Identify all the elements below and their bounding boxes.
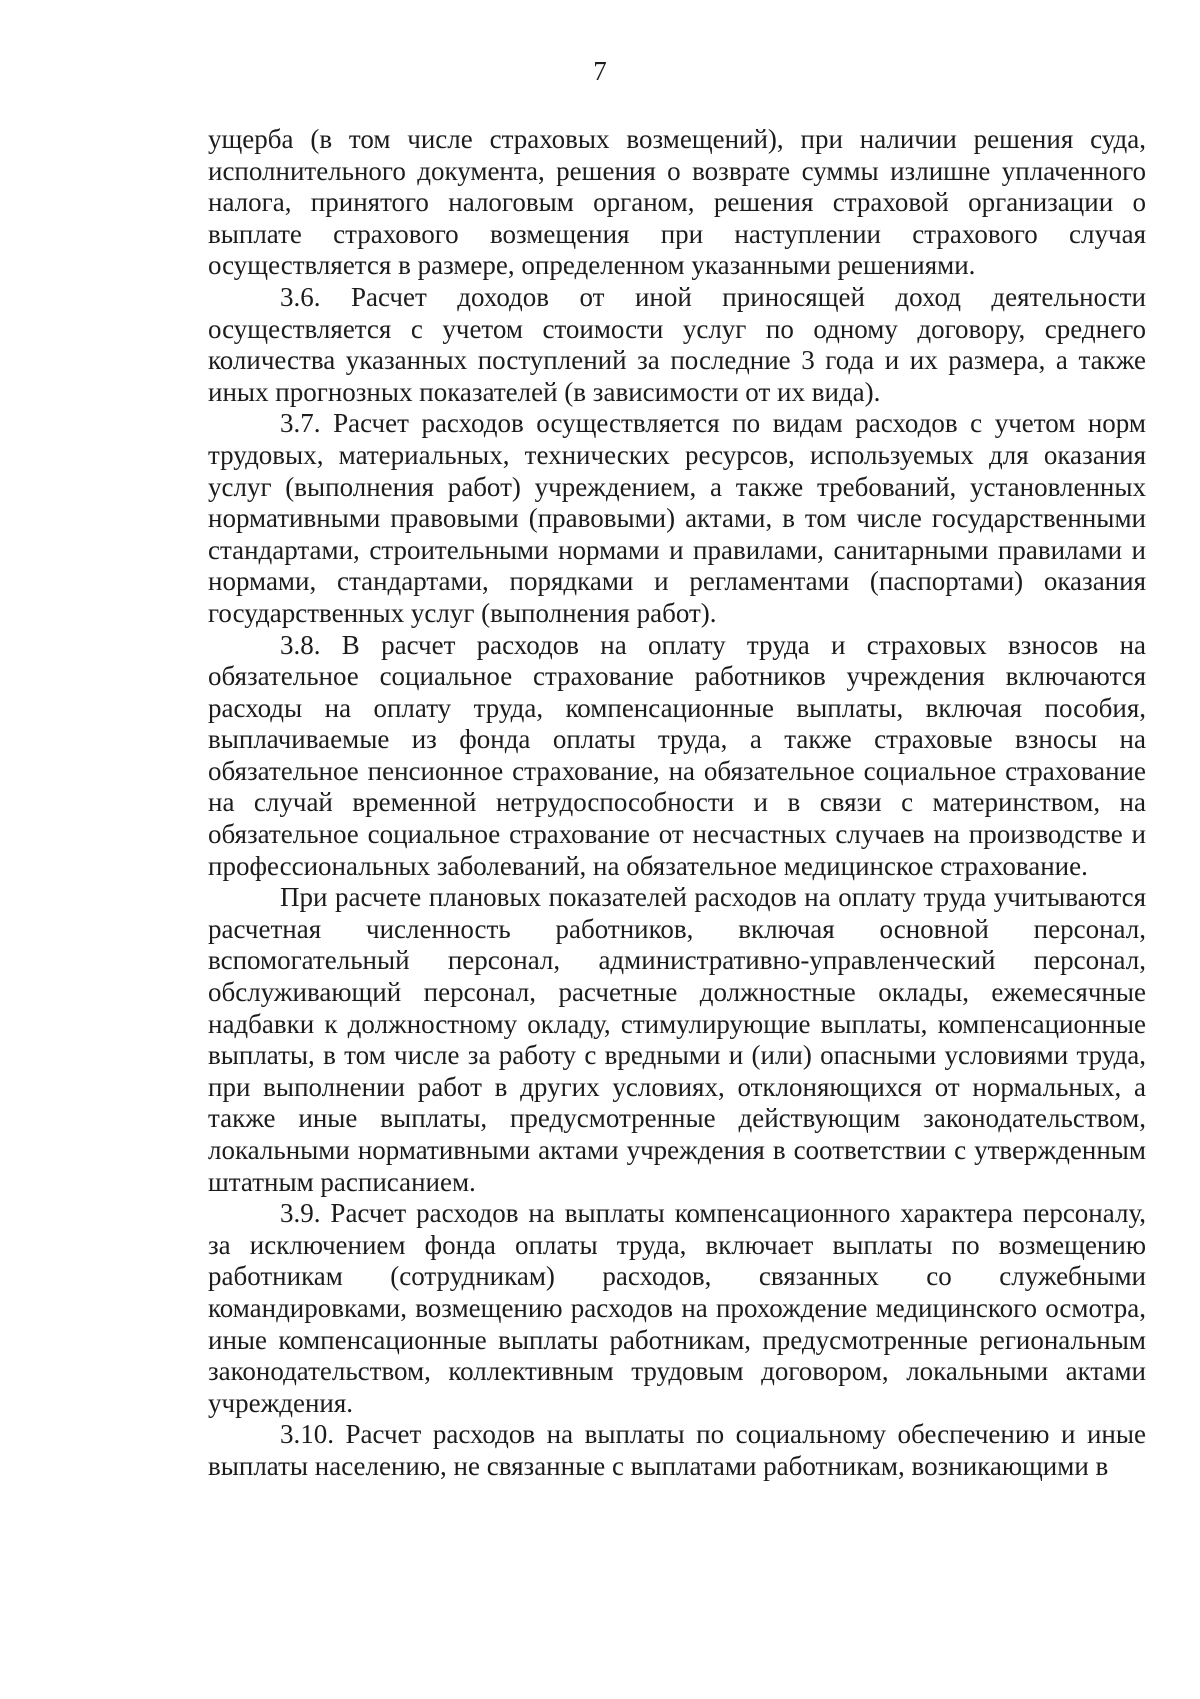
paragraph-3-8: 3.8. В расчет расходов на оплату труда и страховых взносов на обязательное социальное страхование работников учреждения включаются расходы на оплату труда, компенсационные выплаты, включая пособия, выплачиваемые из фонда оплаты труда, а также страховые взносы на обязательное пенсионное страхование, на обязательное социальное страхование на случай временной нетрудоспособности и в связи с материнством, на обязательное социальное страхование от несчастных случаев на производстве и профессиональных заболеваний, на обязательное медицинское страхование. <box>208 629 1146 881</box>
paragraph-continuation: ущерба (в том числе страховых возмещений), при наличии решения суда, исполнительного документа, решения о возврате суммы излишне уплаченного налога, принятого налоговым органом, решения страховой организации о выплате страхового возмещения при наступлении страхового случая осуществляется в размере, определенном указанными решениями. <box>208 124 1146 281</box>
paragraph-3-8-planning: При расчете плановых показателей расходов на оплату труда учитываются расчетная численность работников, включая основной персонал, вспомогательный персонал, административно-управленческий персонал, обслуживающий персонал, расчетные должностные оклады, ежемесячные надбавки к должностному окладу, стимулирующие выплаты, компенсационные выплаты, в том числе за работу с вредными и (или) опасными условиями труда, при выполнении работ в других условиях, отклоняющихся от нормальных, а также иные выплаты, предусмотренные действующим законодательством, локальными нормативными актами учреждения в соответствии с утвержденным штатным расписанием. <box>208 882 1146 1197</box>
paragraph-3-6: 3.6. Расчет доходов от иной приносящей доход деятельности осуществляется с учетом стоимости услуг по одному договору, среднего количества указанных поступлений за последние 3 года и их размера, а также иных прогнозных показателей (в зависимости от их вида). <box>208 281 1146 407</box>
document-body <box>208 124 1146 1483</box>
page-number: 7 <box>593 56 607 86</box>
paragraph-3-10: 3.10. Расчет расходов на выплаты по социальному обеспечению и иные выплаты населению, не связанные с выплатами работникам, возникающими в <box>208 1419 1146 1481</box>
paragraph-3-7: 3.7. Расчет расходов осуществляется по видам расходов с учетом норм трудовых, материальных, технических ресурсов, используемых для оказания услуг (выполнения работ) учреждением, а также требований, установленных нормативными правовыми (правовыми) актами, в том числе государственными стандартами, строительными нормами и правилами, санитарными правилами и нормами, стандартами, порядками и регламентами (паспортами) оказания государственных услуг (выполнения работ). <box>208 408 1146 628</box>
paragraph-3-9: 3.9. Расчет расходов на выплаты компенсационного характера персоналу, за исключением фонда оплаты труда, включает выплаты по возмещению работникам (сотрудникам) расходов, связанных со служебными командировками, возмещению расходов на прохождение медицинского осмотра, иные компенсационные выплаты работникам, предусмотренные региональным законодательством, коллективным трудовым договором, локальными актами учреждения. <box>208 1198 1146 1418</box>
